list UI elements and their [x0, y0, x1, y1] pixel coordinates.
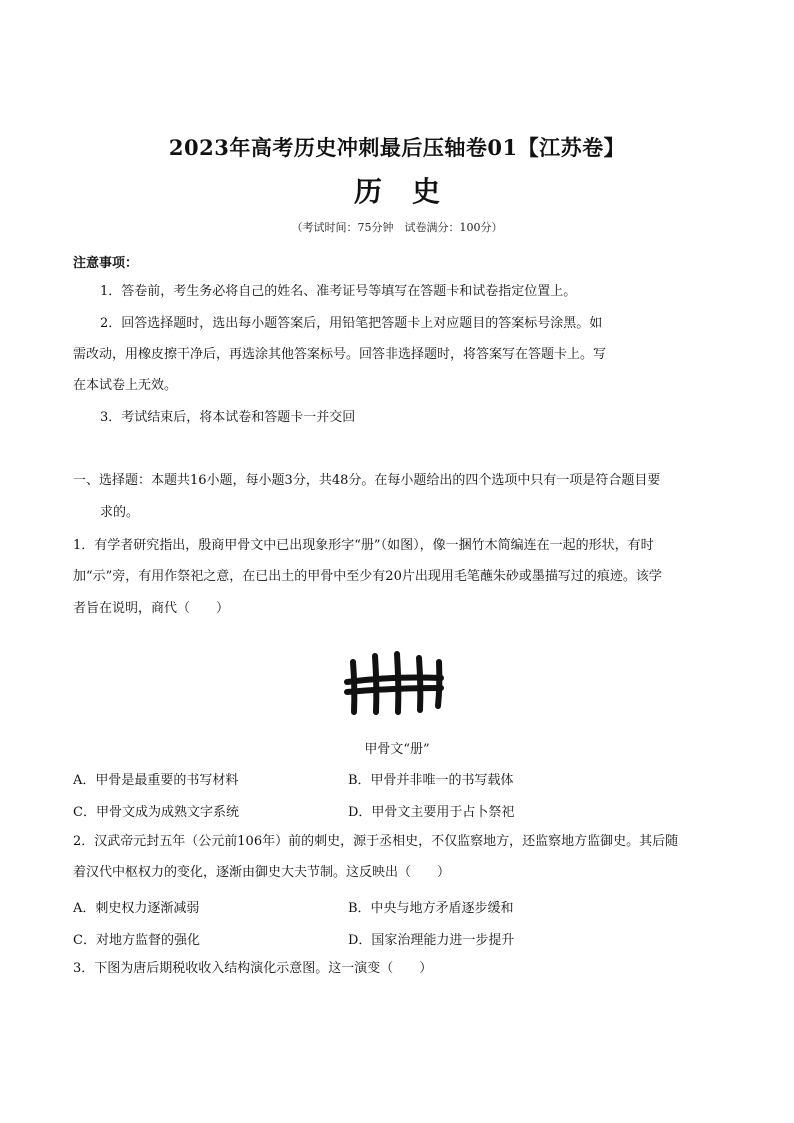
question-1-option-b: B．甲骨并非唯一的书写载体: [348, 773, 514, 788]
notice-item-3: 3．考试结束后，将本试卷和答题卡一并交回: [100, 410, 356, 425]
notice-item-2-line-3: 在本试卷上无效。: [73, 378, 178, 393]
question-1-line-2: 加“示”旁，有用作祭祀之意，在已出土的甲骨中至少有20片出现用毛笔蘸朱砂或墨描写过的痕迹。该学: [73, 569, 662, 584]
question-2-option-a: A．刺史权力逐渐减弱: [73, 901, 200, 916]
section-heading-line-2: 求的。: [100, 505, 140, 520]
question-1-option-c: C．甲骨文成为成熟文字系统: [73, 805, 239, 820]
question-1-line-1: 1．有学者研究指出，殷商甲骨文中已出现象形字“册”（如图），像一捆竹木简编连在一起的形状，有时: [73, 538, 654, 553]
question-2-line-1: 2．汉武帝元封五年（公元前106年）前的刺史，源于丞相史，不仅监察地方，还监察地方监御史。其后随: [73, 834, 679, 849]
question-1-option-a: A．甲骨是最重要的书写材料: [73, 773, 239, 788]
question-2-option-d: D．国家治理能力进一步提升: [348, 933, 515, 948]
oracle-bone-ce-glyph: [343, 648, 445, 718]
question-2-line-2: 着汉代中枢权力的变化，逐渐由御史大夫节制。这反映出（ ）: [73, 865, 451, 880]
figure-caption: 甲骨文“册”: [364, 742, 430, 757]
question-3-line-1: 3．下图为唐后期税收收入结构演化示意图。这一演变（ ）: [73, 961, 433, 976]
notice-item-2-line-1: 2．回答选择题时，选出每小题答案后，用铅笔把答题卡上对应题目的答案标号涂黑。如: [100, 316, 603, 331]
question-2-option-b: B．中央与地方矛盾逐步缓和: [348, 901, 514, 916]
question-2-option-c: C．对地方监督的强化: [73, 933, 200, 948]
notice-item-1: 1．答卷前，考生务必将自己的姓名、准考证号等填写在答题卡和试卷指定位置上。: [100, 284, 577, 299]
subject-title: 历史: [353, 175, 470, 208]
notice-item-2-line-2: 需改动，用橡皮擦干净后，再选涂其他答案标号。回答非选择题时，将答案写在答题卡上。写: [73, 347, 607, 362]
exam-info: （考试时间：75分钟 试卷满分：100分）: [291, 221, 503, 234]
question-1-option-d: D．甲骨文主要用于占卜祭祀: [348, 805, 515, 820]
notice-heading: 注意事项：: [73, 256, 139, 271]
question-1-line-3: 者旨在说明，商代（ ）: [73, 601, 230, 616]
exam-title: 2023年高考历史冲刺最后压轴卷01【江苏卷】: [168, 135, 626, 160]
section-heading-line-1: 一、选择题：本题共16小题，每小题3分，共48分。在每小题给出的四个选项中只有一项是符合题目要: [73, 473, 661, 488]
